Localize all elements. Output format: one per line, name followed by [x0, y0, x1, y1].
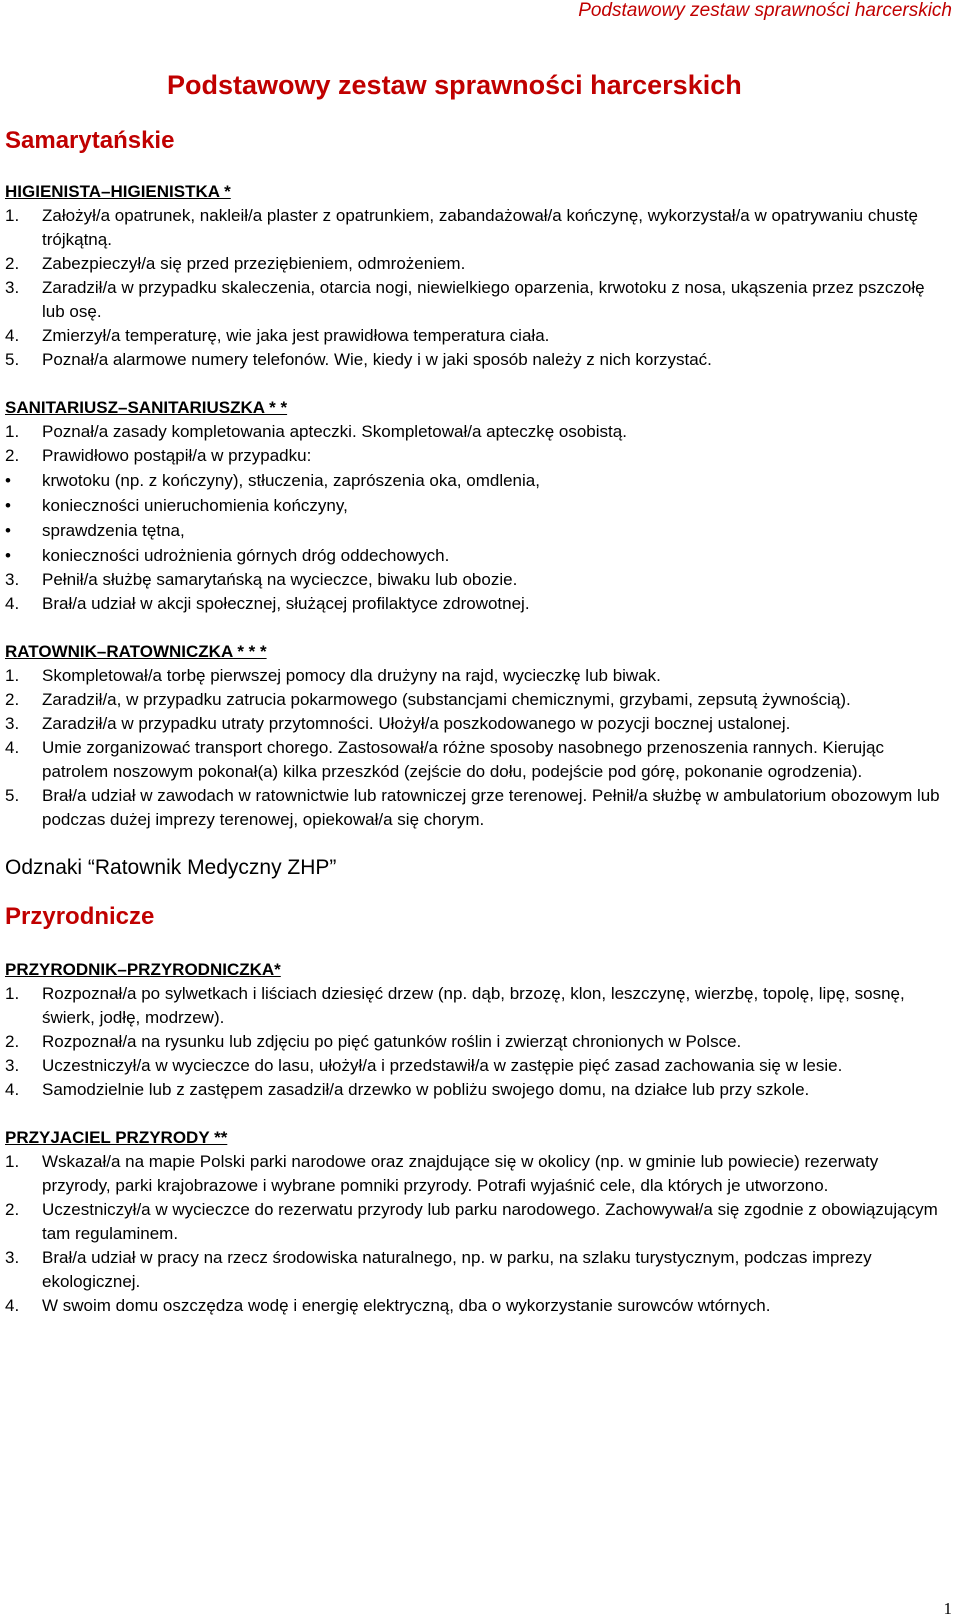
item-text: Uczestniczył/a w wycieczce do rezerwatu przyrody lub parku narodowego. Zachowywał/a się zgodnie z obowiązującym tam regulaminem.: [42, 1200, 938, 1243]
item-number: 2.: [5, 1032, 20, 1051]
badge-note: Odznaki “Ratownik Medyczny ZHP”: [5, 856, 337, 879]
item-number: 1.: [5, 666, 20, 685]
badge-heading: PRZYRODNIK–PRZYRODNICZKA*: [5, 960, 281, 979]
badge-items: [5, 1150, 945, 1318]
item-number: 1.: [5, 1152, 20, 1171]
badge-items: [5, 664, 945, 832]
item-number: 4.: [5, 326, 20, 345]
item-number: 3.: [5, 1248, 20, 1267]
list-item: [5, 1054, 945, 1078]
list-item: [5, 1078, 945, 1102]
item-number: 3.: [5, 714, 20, 733]
item-number: 1.: [5, 422, 20, 441]
bullet-marker: •: [5, 546, 11, 565]
item-text: Rozpoznał/a po sylwetkach i liściach dziesięć drzew (np. dąb, brzozę, klon, leszczynę, wierzbę, topolę, lipę, sosnę, świerk, jodłę, modrzew).: [42, 984, 905, 1027]
item-text: Brał/a udział w akcji społecznej, służącej profilaktyce zdrowotnej.: [42, 594, 530, 613]
list-item: [5, 688, 945, 712]
item-number: 4.: [5, 1080, 20, 1099]
list-item: [5, 736, 945, 784]
bullet-item: [5, 543, 945, 568]
bullet-item: [5, 468, 945, 493]
badge-ratownik: [5, 640, 945, 832]
item-number: 2.: [5, 1200, 20, 1219]
bullet-item: [5, 493, 945, 518]
item-text: Zabezpieczył/a się przed przeziębieniem, odmrożeniem.: [42, 254, 466, 273]
list-item: [5, 348, 945, 372]
item-text: Wskazał/a na mapie Polski parki narodowe oraz znajdujące się w okolicy (np. w gminie lub powiecie) rezerwaty przyrody, parki krajobrazowe i wybrane pomniki przyrody. Potrafi wyjaśnić cele, dla których je utworzono.: [42, 1152, 879, 1195]
running-header: Podstawowy zestaw sprawności harcerskich: [578, 0, 952, 21]
list-item: [5, 784, 945, 832]
badge-heading: HIGIENISTA–HIGIENISTKA *: [5, 182, 231, 201]
item-text: Zaradził/a w przypadku utraty przytomności. Ułożył/a poszkodowanego w pozycji bocznej ustalonej.: [42, 714, 791, 733]
item-text: Poznał/a zasady kompletowania apteczki. Skompletował/a apteczkę osobistą.: [42, 422, 627, 441]
list-item: [5, 712, 945, 736]
category-przyrodnicze-title: Przyrodnicze: [5, 903, 155, 930]
item-text: Zaradził/a, w przypadku zatrucia pokarmowego (substancjami chemicznymi, grzybami, zepsutą żywnością).: [42, 690, 851, 709]
badge-items: [5, 420, 945, 468]
item-number: 1.: [5, 206, 20, 225]
badge-heading: PRZYJACIEL PRZYRODY **: [5, 1128, 228, 1147]
list-item: [5, 664, 945, 688]
item-text: Brał/a udział w pracy na rzecz środowiska naturalnego, np. w parku, na szlaku turystycznym, podczas imprezy ekologicznej.: [42, 1248, 872, 1291]
item-number: 4.: [5, 1296, 20, 1315]
bullet-text: konieczności udrożnienia górnych dróg oddechowych.: [42, 546, 450, 565]
list-item: [5, 1198, 945, 1246]
badge-heading: SANITARIUSZ–SANITARIUSZKA * *: [5, 398, 288, 417]
badge-przyjaciel-przyrody: [5, 1126, 945, 1318]
category-samarytanskie-title: Samarytańskie: [5, 127, 175, 154]
badge-higienista: [5, 180, 945, 372]
bullet-marker: •: [5, 521, 11, 540]
badge-items: [5, 982, 945, 1102]
badge-items: [5, 568, 945, 616]
list-item: [5, 420, 945, 444]
item-text: Założył/a opatrunek, nakleił/a plaster z opatrunkiem, zabandażował/a kończynę, wykorzystał/a w opatrywaniu chustę trójkątną.: [42, 206, 918, 249]
item-text: Uczestniczył/a w wycieczce do lasu, ułożył/a i przedstawił/a w zastępie pięć zasad zachowania się w lesie.: [42, 1056, 843, 1075]
item-number: 4.: [5, 594, 20, 613]
item-text: Prawidłowo postąpił/a w przypadku:: [42, 446, 312, 465]
list-item: [5, 982, 945, 1030]
item-number: 3.: [5, 570, 20, 589]
item-number: 2.: [5, 254, 20, 273]
item-number: 2.: [5, 690, 20, 709]
item-text: Rozpoznał/a na rysunku lub zdjęciu po pięć gatunków roślin i zwierząt chronionych w Polsce.: [42, 1032, 742, 1051]
list-item: [5, 1246, 945, 1294]
list-item: [5, 568, 945, 592]
bullet-item: [5, 518, 945, 543]
item-number: 4.: [5, 738, 20, 757]
item-number: 5.: [5, 786, 20, 805]
badge-heading: RATOWNIK–RATOWNICZKA * * *: [5, 642, 267, 661]
list-item: [5, 592, 945, 616]
item-text: Umie zorganizować transport chorego. Zastosował/a różne sposoby nasobnego przenoszenia rannych. Kierując patrolem noszowym pokonał(a) kilka przeszkód (zejście do dołu, podejście pod górę, pokonanie ogrodzenia).: [42, 738, 884, 781]
document-title: Podstawowy zestaw sprawności harcerskich: [167, 70, 742, 100]
badge-przyrodnik: [5, 958, 945, 1102]
list-item: [5, 1294, 945, 1318]
item-number: 2.: [5, 446, 20, 465]
item-text: Zmierzył/a temperaturę, wie jaka jest prawidłowa temperatura ciała.: [42, 326, 550, 345]
list-item: [5, 1030, 945, 1054]
bullet-text: konieczności unieruchomienia kończyny,: [42, 496, 348, 515]
item-text: W swoim domu oszczędza wodę i energię elektryczną, dba o wykorzystanie surowców wtórnych.: [42, 1296, 771, 1315]
item-number: 3.: [5, 278, 20, 297]
list-item: [5, 252, 945, 276]
page-number: 1: [943, 1599, 952, 1618]
list-item: [5, 276, 945, 324]
list-item: [5, 204, 945, 252]
item-number: 1.: [5, 984, 20, 1003]
bullet-marker: •: [5, 496, 11, 515]
item-text: Poznał/a alarmowe numery telefonów. Wie, kiedy i w jaki sposób należy z nich korzystać.: [42, 350, 712, 369]
item-number: 3.: [5, 1056, 20, 1075]
bullet-list: [5, 468, 945, 568]
badge-items: [5, 204, 945, 372]
item-text: Pełnił/a służbę samarytańską na wycieczce, biwaku lub obozie.: [42, 570, 518, 589]
item-text: Brał/a udział w zawodach w ratownictwie lub ratowniczej grze terenowej. Pełnił/a służbę w ambulatorium obozowym lub podczas dużej imprezy terenowej, opiekował/a się chorym.: [42, 786, 940, 829]
list-item: [5, 324, 945, 348]
item-text: Samodzielnie lub z zastępem zasadził/a drzewko w pobliżu swojego domu, na działce lub przy szkole.: [42, 1080, 810, 1099]
list-item: [5, 1150, 945, 1198]
document-body: [5, 126, 945, 1318]
bullet-marker: •: [5, 471, 11, 490]
list-item: [5, 444, 945, 468]
item-text: Skompletował/a torbę pierwszej pomocy dla drużyny na rajd, wycieczkę lub biwak.: [42, 666, 661, 685]
badge-sanitariusz: [5, 396, 945, 616]
item-number: 5.: [5, 350, 20, 369]
item-text: Zaradził/a w przypadku skaleczenia, otarcia nogi, niewielkiego oparzenia, krwotoku z nosa, ukąszenia przez pszczołę lub osę.: [42, 278, 925, 321]
bullet-text: sprawdzenia tętna,: [42, 521, 185, 540]
bullet-text: krwotoku (np. z kończyny), stłuczenia, zaprószenia oka, omdlenia,: [42, 471, 540, 490]
